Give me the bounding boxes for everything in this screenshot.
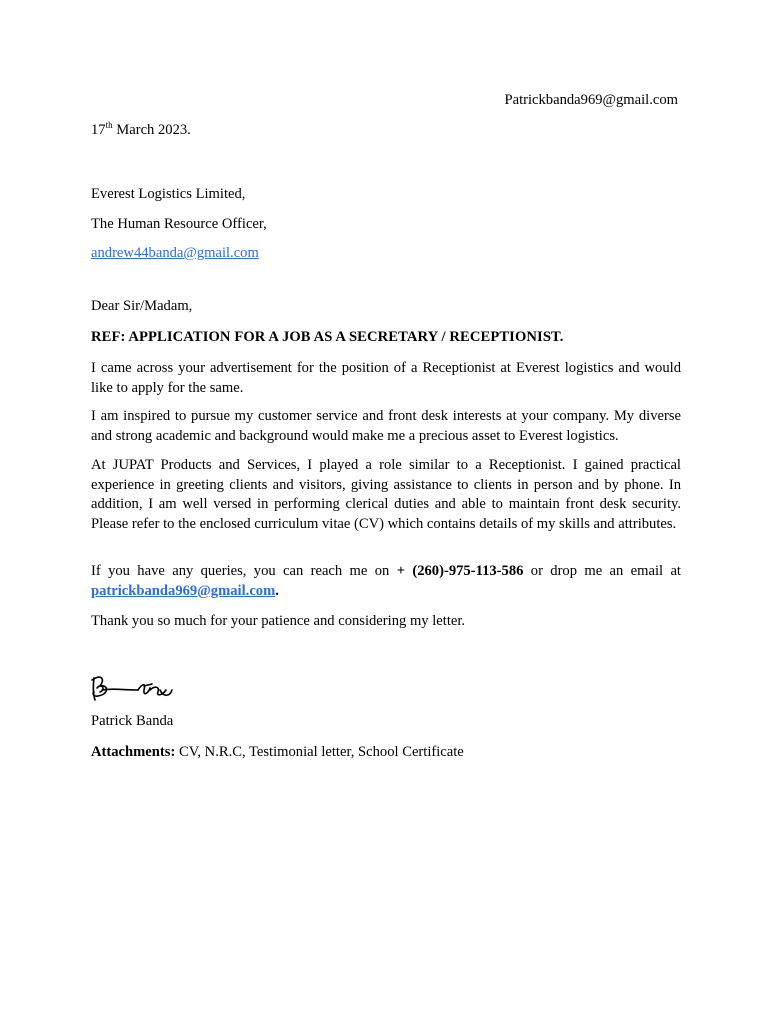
paragraph-motivation: I am inspired to pursue my customer service and front desk interests at your company. My diverse and strong academic and background would make me a precious asset to Everest logistics. — [91, 408, 681, 444]
phone-number: + (260)-975-113-586 — [396, 563, 524, 579]
attachments-label: Attachments: — [91, 744, 176, 760]
contact-email-link[interactable]: patrickbanda969@gmail.com — [91, 582, 276, 599]
letter-date — [91, 122, 191, 139]
contact-suffix: . — [275, 582, 279, 599]
paragraph-thanks: Thank you so much for your patience and considering my letter. — [91, 613, 466, 629]
signature-image — [88, 668, 178, 708]
recipient-company: Everest Logistics Limited, — [91, 186, 246, 202]
reference-line: REF: APPLICATION FOR A JOB AS A SECRETARY / RECEPTIONIST. — [91, 329, 564, 345]
contact-prefix: If you have any queries, you can reach me on — [91, 563, 397, 579]
recipient-block — [91, 180, 267, 269]
paragraph-contact — [91, 562, 681, 601]
attachments-list: CV, N.R.C, Testimonial letter, School Certificate — [175, 744, 464, 760]
date-day: 17 — [91, 122, 106, 138]
date-month-year: March 2023. — [112, 122, 191, 138]
paragraph-experience: At JUPAT Products and Services, I played a role similar to a Receptionist. I gained practical experience in greeting clients and visitors, giving assistance to clients in person and by phone. In addition, I am well versed in performing clerical duties and able to maintain front desk security. Please refer to the enclosed curriculum vitae (CV) which contains details of my skills and attributes. — [91, 457, 681, 532]
recipient-email-link[interactable]: andrew44banda@gmail.com — [91, 245, 259, 261]
signer-name: Patrick Banda — [91, 713, 174, 729]
date-suffix: th — [105, 120, 113, 130]
paragraph-intro: I came across your advertisement for the position of a Receptionist at Everest logistics and would like to apply for the same. — [91, 360, 681, 396]
sender-email: Patrickbanda969@gmail.com — [504, 92, 678, 108]
contact-middle: or drop me an email at — [523, 563, 681, 579]
salutation: Dear Sir/Madam, — [91, 298, 193, 314]
attachments-line — [91, 744, 464, 761]
recipient-officer: The Human Resource Officer, — [91, 215, 267, 232]
